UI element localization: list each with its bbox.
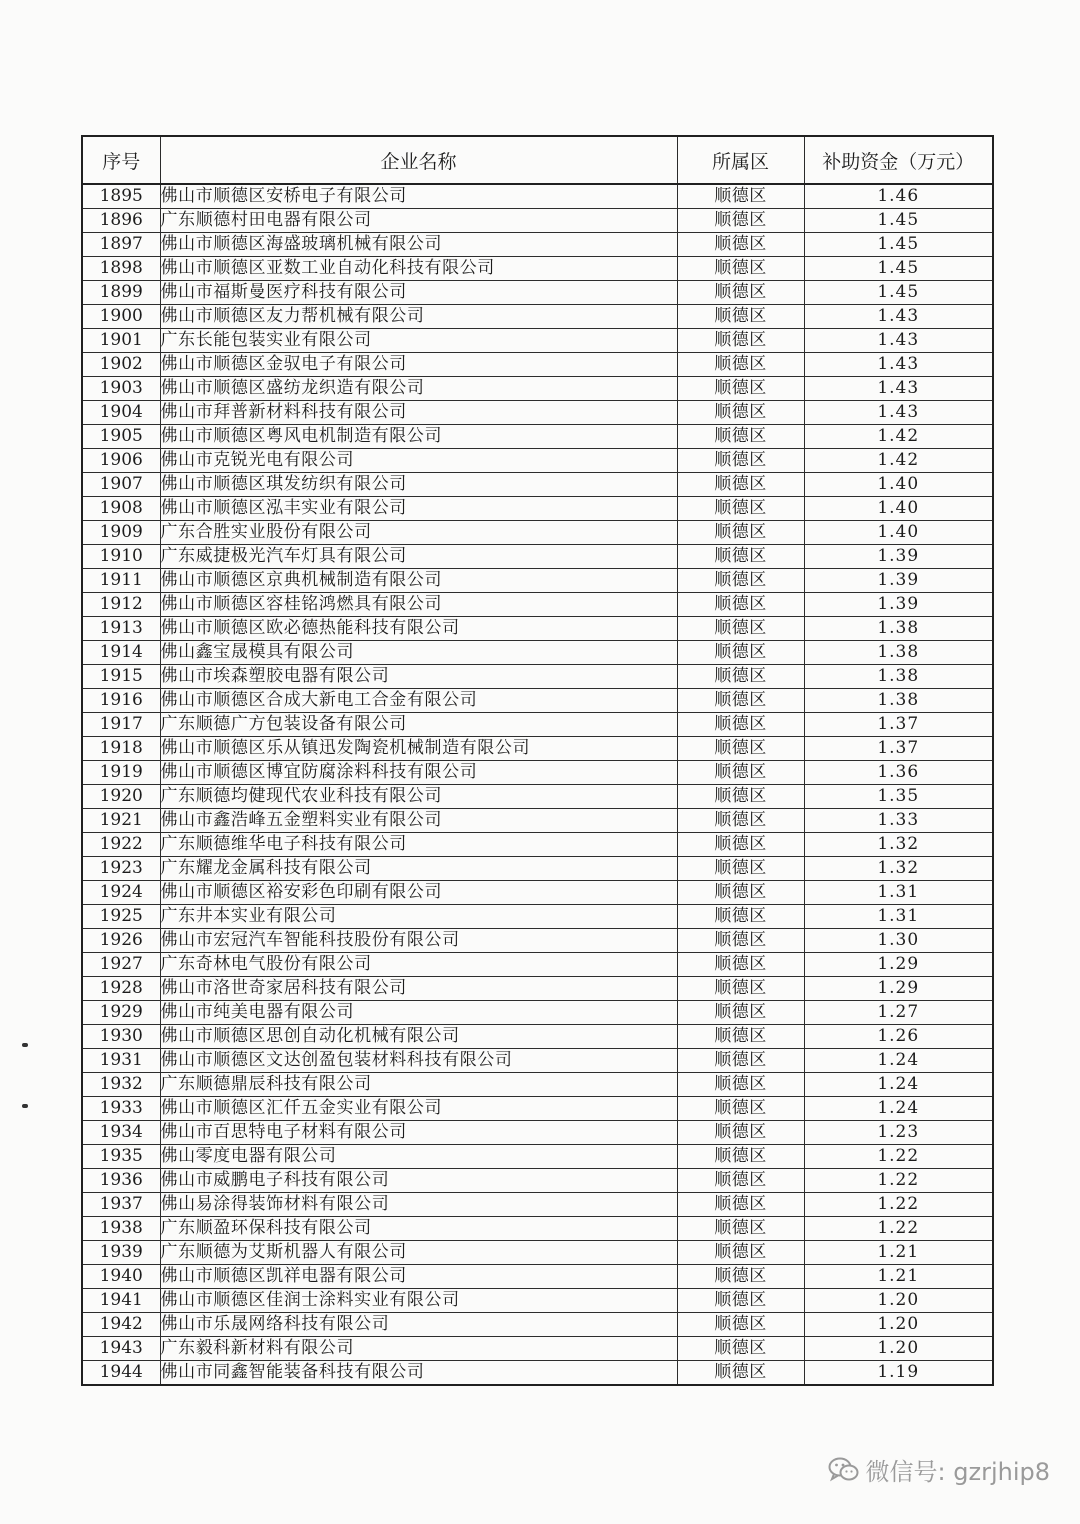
row-company-name: 佛山市顺德区粤风电机制造有限公司: [160, 425, 677, 449]
row-serial: 1929: [82, 1001, 160, 1025]
row-serial: 1912: [82, 593, 160, 617]
table-row: [82, 497, 993, 521]
row-serial: 1909: [82, 521, 160, 545]
row-company-name: 广东耀龙金属科技有限公司: [160, 857, 677, 881]
table-row: [82, 641, 993, 665]
table-row: [82, 1265, 993, 1289]
row-serial: 1919: [82, 761, 160, 785]
row-serial: 1915: [82, 665, 160, 689]
scan-mark: [22, 1043, 28, 1047]
table-row: [82, 473, 993, 497]
table-row: [82, 1145, 993, 1169]
row-subsidy-amount: 1.42: [804, 449, 993, 473]
table-row: [82, 1217, 993, 1241]
row-subsidy-amount: 1.39: [804, 545, 993, 569]
row-company-name: 佛山市鑫浩峰五金塑料实业有限公司: [160, 809, 677, 833]
row-company-name: 佛山市顺德区佳润士涂料实业有限公司: [160, 1289, 677, 1313]
table-row: [82, 305, 993, 329]
row-district: 顺德区: [677, 881, 804, 905]
row-company-name: 佛山市顺德区亚数工业自动化科技有限公司: [160, 257, 677, 281]
row-company-name: 广东长能包装实业有限公司: [160, 329, 677, 353]
row-subsidy-amount: 1.22: [804, 1169, 993, 1193]
row-subsidy-amount: 1.19: [804, 1361, 993, 1386]
row-serial: 1918: [82, 737, 160, 761]
row-serial: 1906: [82, 449, 160, 473]
row-district: 顺德区: [677, 1169, 804, 1193]
row-subsidy-amount: 1.38: [804, 689, 993, 713]
row-subsidy-amount: 1.24: [804, 1073, 993, 1097]
row-serial: 1921: [82, 809, 160, 833]
row-serial: 1925: [82, 905, 160, 929]
row-subsidy-amount: 1.39: [804, 593, 993, 617]
row-serial: 1899: [82, 281, 160, 305]
row-subsidy-amount: 1.22: [804, 1193, 993, 1217]
row-serial: 1910: [82, 545, 160, 569]
table-row: [82, 1121, 993, 1145]
table-row: [82, 713, 993, 737]
row-district: 顺德区: [677, 1193, 804, 1217]
table-row: [82, 233, 993, 257]
row-subsidy-amount: 1.46: [804, 184, 993, 209]
row-company-name: 佛山市宏冠汽车智能科技股份有限公司: [160, 929, 677, 953]
row-district: 顺德区: [677, 1361, 804, 1386]
row-company-name: 佛山市顺德区文达创盈包装材料科技有限公司: [160, 1049, 677, 1073]
table-row: [82, 1241, 993, 1265]
row-subsidy-amount: 1.20: [804, 1337, 993, 1361]
row-subsidy-amount: 1.45: [804, 233, 993, 257]
row-district: 顺德区: [677, 545, 804, 569]
table-row: [82, 329, 993, 353]
row-district: 顺德区: [677, 713, 804, 737]
row-company-name: 佛山市威鹏电子科技有限公司: [160, 1169, 677, 1193]
row-serial: 1931: [82, 1049, 160, 1073]
row-company-name: 佛山鑫宝晟模具有限公司: [160, 641, 677, 665]
row-company-name: 佛山市同鑫智能装备科技有限公司: [160, 1361, 677, 1386]
row-serial: 1905: [82, 425, 160, 449]
row-district: 顺德区: [677, 1337, 804, 1361]
row-serial: 1896: [82, 209, 160, 233]
row-serial: 1903: [82, 377, 160, 401]
table-row: [82, 977, 993, 1001]
row-subsidy-amount: 1.43: [804, 401, 993, 425]
row-serial: 1942: [82, 1313, 160, 1337]
table-row: [82, 665, 993, 689]
row-subsidy-amount: 1.31: [804, 905, 993, 929]
table-row: [82, 1289, 993, 1313]
table-row: [82, 281, 993, 305]
row-serial: 1935: [82, 1145, 160, 1169]
row-subsidy-amount: 1.39: [804, 569, 993, 593]
row-company-name: 佛山市顺德区海盛玻璃机械有限公司: [160, 233, 677, 257]
table-row: [82, 184, 993, 209]
row-district: 顺德区: [677, 617, 804, 641]
row-serial: 1898: [82, 257, 160, 281]
table-row: [82, 833, 993, 857]
table-row: [82, 1193, 993, 1217]
row-subsidy-amount: 1.37: [804, 713, 993, 737]
row-serial: 1933: [82, 1097, 160, 1121]
row-district: 顺德区: [677, 425, 804, 449]
table-row: [82, 1025, 993, 1049]
row-company-name: 广东井本实业有限公司: [160, 905, 677, 929]
row-district: 顺德区: [677, 1313, 804, 1337]
row-subsidy-amount: 1.35: [804, 785, 993, 809]
row-subsidy-amount: 1.31: [804, 881, 993, 905]
row-district: 顺德区: [677, 497, 804, 521]
row-subsidy-amount: 1.29: [804, 953, 993, 977]
table-row: [82, 425, 993, 449]
table-row: [82, 809, 993, 833]
row-district: 顺德区: [677, 1073, 804, 1097]
row-subsidy-amount: 1.33: [804, 809, 993, 833]
row-district: 顺德区: [677, 353, 804, 377]
table-row: [82, 857, 993, 881]
row-subsidy-amount: 1.40: [804, 497, 993, 521]
row-subsidy-amount: 1.45: [804, 281, 993, 305]
row-subsidy-amount: 1.30: [804, 929, 993, 953]
row-district: 顺德区: [677, 184, 804, 209]
row-subsidy-amount: 1.40: [804, 473, 993, 497]
row-company-name: 佛山市顺德区合成大新电工合金有限公司: [160, 689, 677, 713]
row-district: 顺德区: [677, 641, 804, 665]
row-subsidy-amount: 1.43: [804, 329, 993, 353]
table-row: [82, 929, 993, 953]
row-company-name: 广东顺德广方包装设备有限公司: [160, 713, 677, 737]
table-row: [82, 905, 993, 929]
row-company-name: 佛山市顺德区金驭电子有限公司: [160, 353, 677, 377]
row-district: 顺德区: [677, 857, 804, 881]
row-subsidy-amount: 1.43: [804, 353, 993, 377]
row-district: 顺德区: [677, 905, 804, 929]
row-subsidy-amount: 1.43: [804, 377, 993, 401]
row-serial: 1936: [82, 1169, 160, 1193]
table-row: [82, 1049, 993, 1073]
row-district: 顺德区: [677, 209, 804, 233]
table-header-row: [82, 136, 993, 184]
row-company-name: 广东合胜实业股份有限公司: [160, 521, 677, 545]
row-district: 顺德区: [677, 1001, 804, 1025]
row-district: 顺德区: [677, 1145, 804, 1169]
row-serial: 1941: [82, 1289, 160, 1313]
row-district: 顺德区: [677, 233, 804, 257]
row-serial: 1916: [82, 689, 160, 713]
row-company-name: 佛山市顺德区盛纺龙织造有限公司: [160, 377, 677, 401]
row-company-name: 佛山易涂得装饰材料有限公司: [160, 1193, 677, 1217]
row-district: 顺德区: [677, 449, 804, 473]
table-row: [82, 1097, 993, 1121]
row-company-name: 广东毅科新材料有限公司: [160, 1337, 677, 1361]
row-district: 顺德区: [677, 1025, 804, 1049]
header-serial: 序号: [82, 136, 160, 184]
row-serial: 1937: [82, 1193, 160, 1217]
header-district: 所属区: [677, 136, 804, 184]
row-subsidy-amount: 1.22: [804, 1145, 993, 1169]
wechat-icon: [828, 1456, 860, 1484]
row-subsidy-amount: 1.20: [804, 1289, 993, 1313]
row-district: 顺德区: [677, 977, 804, 1001]
row-subsidy-amount: 1.38: [804, 665, 993, 689]
row-serial: 1897: [82, 233, 160, 257]
subsidy-table: [81, 135, 994, 1386]
table-row: [82, 449, 993, 473]
table-row: [82, 1169, 993, 1193]
row-serial: 1913: [82, 617, 160, 641]
row-company-name: 佛山市顺德区泓丰实业有限公司: [160, 497, 677, 521]
row-district: 顺德区: [677, 809, 804, 833]
row-subsidy-amount: 1.40: [804, 521, 993, 545]
row-serial: 1911: [82, 569, 160, 593]
row-company-name: 广东顺德维华电子科技有限公司: [160, 833, 677, 857]
header-subsidy-amount: 补助资金（万元）: [804, 136, 993, 184]
row-company-name: 佛山市顺德区乐从镇迅发陶瓷机械制造有限公司: [160, 737, 677, 761]
row-subsidy-amount: 1.22: [804, 1217, 993, 1241]
row-subsidy-amount: 1.27: [804, 1001, 993, 1025]
row-subsidy-amount: 1.45: [804, 257, 993, 281]
table-row: [82, 377, 993, 401]
table-row: [82, 209, 993, 233]
table-row: [82, 953, 993, 977]
row-district: 顺德区: [677, 401, 804, 425]
table-row: [82, 1337, 993, 1361]
row-company-name: 佛山市洛世奇家居科技有限公司: [160, 977, 677, 1001]
row-company-name: 广东奇林电气股份有限公司: [160, 953, 677, 977]
row-district: 顺德区: [677, 665, 804, 689]
row-district: 顺德区: [677, 833, 804, 857]
table-row: [82, 761, 993, 785]
row-company-name: 佛山市顺德区汇仟五金实业有限公司: [160, 1097, 677, 1121]
row-company-name: 佛山市顺德区安桥电子有限公司: [160, 184, 677, 209]
row-company-name: 佛山市顺德区琪发纺织有限公司: [160, 473, 677, 497]
row-district: 顺德区: [677, 281, 804, 305]
row-company-name: 佛山市纯美电器有限公司: [160, 1001, 677, 1025]
row-subsidy-amount: 1.45: [804, 209, 993, 233]
row-subsidy-amount: 1.24: [804, 1097, 993, 1121]
row-district: 顺德区: [677, 785, 804, 809]
row-district: 顺德区: [677, 1289, 804, 1313]
row-serial: 1926: [82, 929, 160, 953]
row-company-name: 佛山市福斯曼医疗科技有限公司: [160, 281, 677, 305]
row-district: 顺德区: [677, 257, 804, 281]
row-serial: 1904: [82, 401, 160, 425]
wechat-watermark: [828, 1452, 1050, 1487]
row-serial: 1943: [82, 1337, 160, 1361]
row-subsidy-amount: 1.38: [804, 617, 993, 641]
row-company-name: 广东顺德鼎辰科技有限公司: [160, 1073, 677, 1097]
row-subsidy-amount: 1.29: [804, 977, 993, 1001]
table-row: [82, 401, 993, 425]
table-row: [82, 569, 993, 593]
row-company-name: 佛山市顺德区凯祥电器有限公司: [160, 1265, 677, 1289]
row-serial: 1917: [82, 713, 160, 737]
row-subsidy-amount: 1.38: [804, 641, 993, 665]
row-subsidy-amount: 1.42: [804, 425, 993, 449]
row-serial: 1900: [82, 305, 160, 329]
table-row: [82, 1361, 993, 1386]
row-district: 顺德区: [677, 1265, 804, 1289]
row-company-name: 佛山市克锐光电有限公司: [160, 449, 677, 473]
row-subsidy-amount: 1.24: [804, 1049, 993, 1073]
row-serial: 1940: [82, 1265, 160, 1289]
row-serial: 1939: [82, 1241, 160, 1265]
table-row: [82, 257, 993, 281]
row-serial: 1907: [82, 473, 160, 497]
row-company-name: 佛山市顺德区友力帮机械有限公司: [160, 305, 677, 329]
table-row: [82, 737, 993, 761]
row-district: 顺德区: [677, 329, 804, 353]
row-company-name: 佛山市百思特电子材料有限公司: [160, 1121, 677, 1145]
table-row: [82, 545, 993, 569]
row-subsidy-amount: 1.36: [804, 761, 993, 785]
row-district: 顺德区: [677, 473, 804, 497]
row-company-name: 佛山市顺德区裕安彩色印刷有限公司: [160, 881, 677, 905]
row-subsidy-amount: 1.37: [804, 737, 993, 761]
row-serial: 1895: [82, 184, 160, 209]
row-district: 顺德区: [677, 521, 804, 545]
table-row: [82, 593, 993, 617]
row-serial: 1901: [82, 329, 160, 353]
row-subsidy-amount: 1.21: [804, 1265, 993, 1289]
row-serial: 1920: [82, 785, 160, 809]
table-row: [82, 1073, 993, 1097]
watermark-text: 微信号: gzrjhip8: [865, 1458, 1050, 1486]
row-company-name: 佛山市顺德区博宜防腐涂料科技有限公司: [160, 761, 677, 785]
row-company-name: 佛山市埃森塑胶电器有限公司: [160, 665, 677, 689]
row-serial: 1938: [82, 1217, 160, 1241]
row-serial: 1927: [82, 953, 160, 977]
row-district: 顺德区: [677, 593, 804, 617]
row-district: 顺德区: [677, 689, 804, 713]
row-company-name: 广东威捷极光汽车灯具有限公司: [160, 545, 677, 569]
row-serial: 1928: [82, 977, 160, 1001]
row-company-name: 佛山市顺德区欧必德热能科技有限公司: [160, 617, 677, 641]
row-serial: 1932: [82, 1073, 160, 1097]
row-subsidy-amount: 1.32: [804, 833, 993, 857]
row-subsidy-amount: 1.23: [804, 1121, 993, 1145]
row-district: 顺德区: [677, 1241, 804, 1265]
row-district: 顺德区: [677, 305, 804, 329]
row-company-name: 广东顺德均健现代农业科技有限公司: [160, 785, 677, 809]
row-district: 顺德区: [677, 737, 804, 761]
row-district: 顺德区: [677, 1097, 804, 1121]
row-serial: 1902: [82, 353, 160, 377]
row-company-name: 广东顺德为艾斯机器人有限公司: [160, 1241, 677, 1265]
row-district: 顺德区: [677, 569, 804, 593]
row-district: 顺德区: [677, 1121, 804, 1145]
row-serial: 1944: [82, 1361, 160, 1386]
row-serial: 1924: [82, 881, 160, 905]
row-subsidy-amount: 1.43: [804, 305, 993, 329]
table-row: [82, 881, 993, 905]
row-district: 顺德区: [677, 377, 804, 401]
table-row: [82, 617, 993, 641]
row-subsidy-amount: 1.20: [804, 1313, 993, 1337]
row-company-name: 佛山市顺德区京典机械制造有限公司: [160, 569, 677, 593]
table-row: [82, 785, 993, 809]
table-row: [82, 353, 993, 377]
table-row: [82, 1001, 993, 1025]
row-company-name: 广东顺德村田电器有限公司: [160, 209, 677, 233]
row-serial: 1922: [82, 833, 160, 857]
table-row: [82, 521, 993, 545]
row-district: 顺德区: [677, 953, 804, 977]
row-serial: 1923: [82, 857, 160, 881]
scan-mark: [22, 1104, 28, 1108]
row-subsidy-amount: 1.26: [804, 1025, 993, 1049]
row-district: 顺德区: [677, 1217, 804, 1241]
row-district: 顺德区: [677, 929, 804, 953]
table-row: [82, 1313, 993, 1337]
row-district: 顺德区: [677, 1049, 804, 1073]
row-subsidy-amount: 1.21: [804, 1241, 993, 1265]
header-company-name: 企业名称: [160, 136, 677, 184]
row-serial: 1908: [82, 497, 160, 521]
row-serial: 1930: [82, 1025, 160, 1049]
row-company-name: 佛山市乐晟网络科技有限公司: [160, 1313, 677, 1337]
row-company-name: 广东顺盈环保科技有限公司: [160, 1217, 677, 1241]
table-body: [82, 184, 993, 1385]
row-serial: 1934: [82, 1121, 160, 1145]
row-company-name: 佛山市顺德区容桂铭鸿燃具有限公司: [160, 593, 677, 617]
row-company-name: 佛山零度电器有限公司: [160, 1145, 677, 1169]
row-subsidy-amount: 1.32: [804, 857, 993, 881]
row-company-name: 佛山市顺德区思创自动化机械有限公司: [160, 1025, 677, 1049]
row-serial: 1914: [82, 641, 160, 665]
row-district: 顺德区: [677, 761, 804, 785]
table-row: [82, 689, 993, 713]
row-company-name: 佛山市拜普新材料科技有限公司: [160, 401, 677, 425]
